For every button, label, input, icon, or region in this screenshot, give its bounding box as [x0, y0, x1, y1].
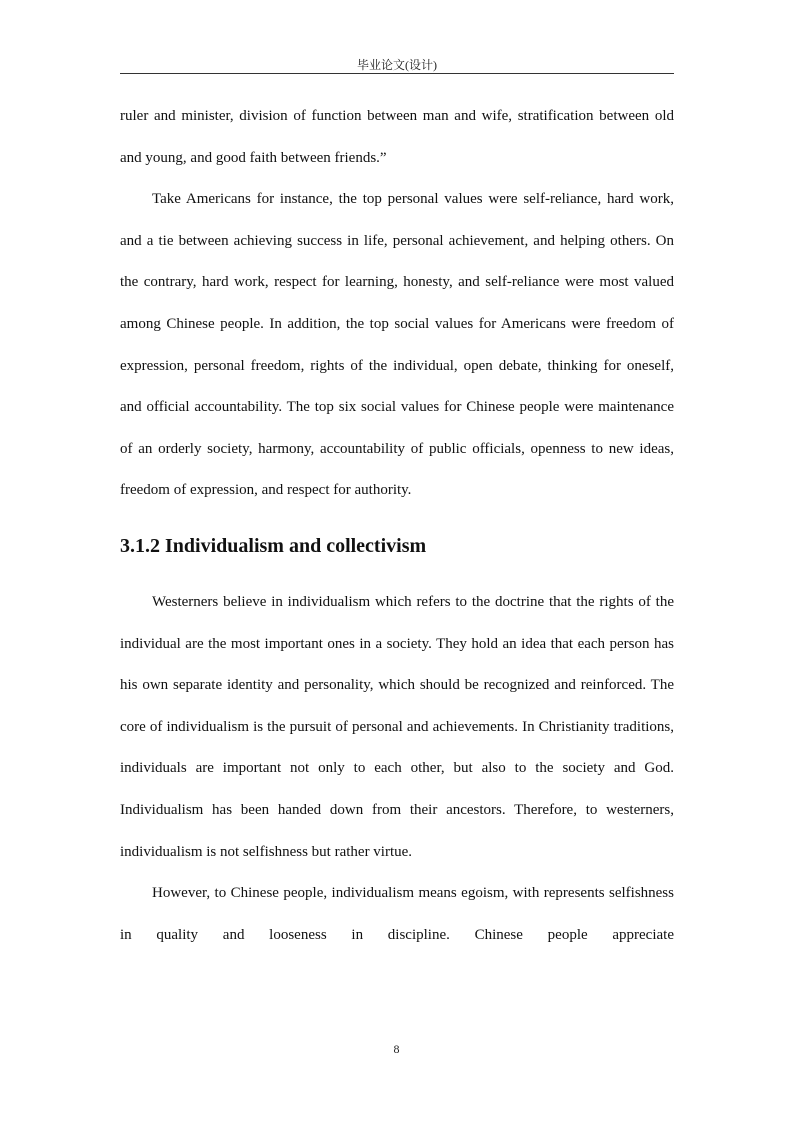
- page-body: [120, 96, 674, 956]
- paragraph-chinese-individualism: However, to Chinese people, individualism means egoism, with represents selfishness in quality and looseness in discipline. Chinese people appreciate: [120, 885, 674, 943]
- paragraph-personal-values: Take Americans for instance, the top personal values were self-reliance, hard work, and a tie between achieving success in life, personal achievement, and helping others. On the contrary, hard work, respect for learning, honesty, and self-reliance were most valued among Chinese people. In addition, the top social values for Americans were freedom of expression, personal freedom, rights of the individual, open debate, thinking for oneself, and official accountability. The top six social values for Chinese people were maintenance of an orderly society, harmony, accountability of public officials, openness to new ideas, freedom of expression, and respect for authority.: [120, 191, 674, 499]
- paragraph-continuation: ruler and minister, division of function between man and wife, stratification between old and young, and good faith between friends.”: [120, 108, 674, 166]
- header-divider: [120, 73, 674, 74]
- page-number: 8: [393, 1042, 400, 1056]
- paragraph-westerners-individualism: Westerners believe in individualism which refers to the doctrine that the rights of the individual are the most important ones in a society. They hold an idea that each person has his own separate identity and personality, which should be recognized and reinforced. The core of individualism is the pursuit of personal and achievements. In Christianity traditions, individuals are important not only to each other, but also to the society and God. Individualism has been handed down from their ancestors. Therefore, to westerners, individualism is not selfishness but rather virtue.: [120, 593, 674, 860]
- section-heading: 3.1.2 Individualism and collectivism: [120, 534, 427, 557]
- running-header: 毕业论文(设计): [357, 58, 437, 72]
